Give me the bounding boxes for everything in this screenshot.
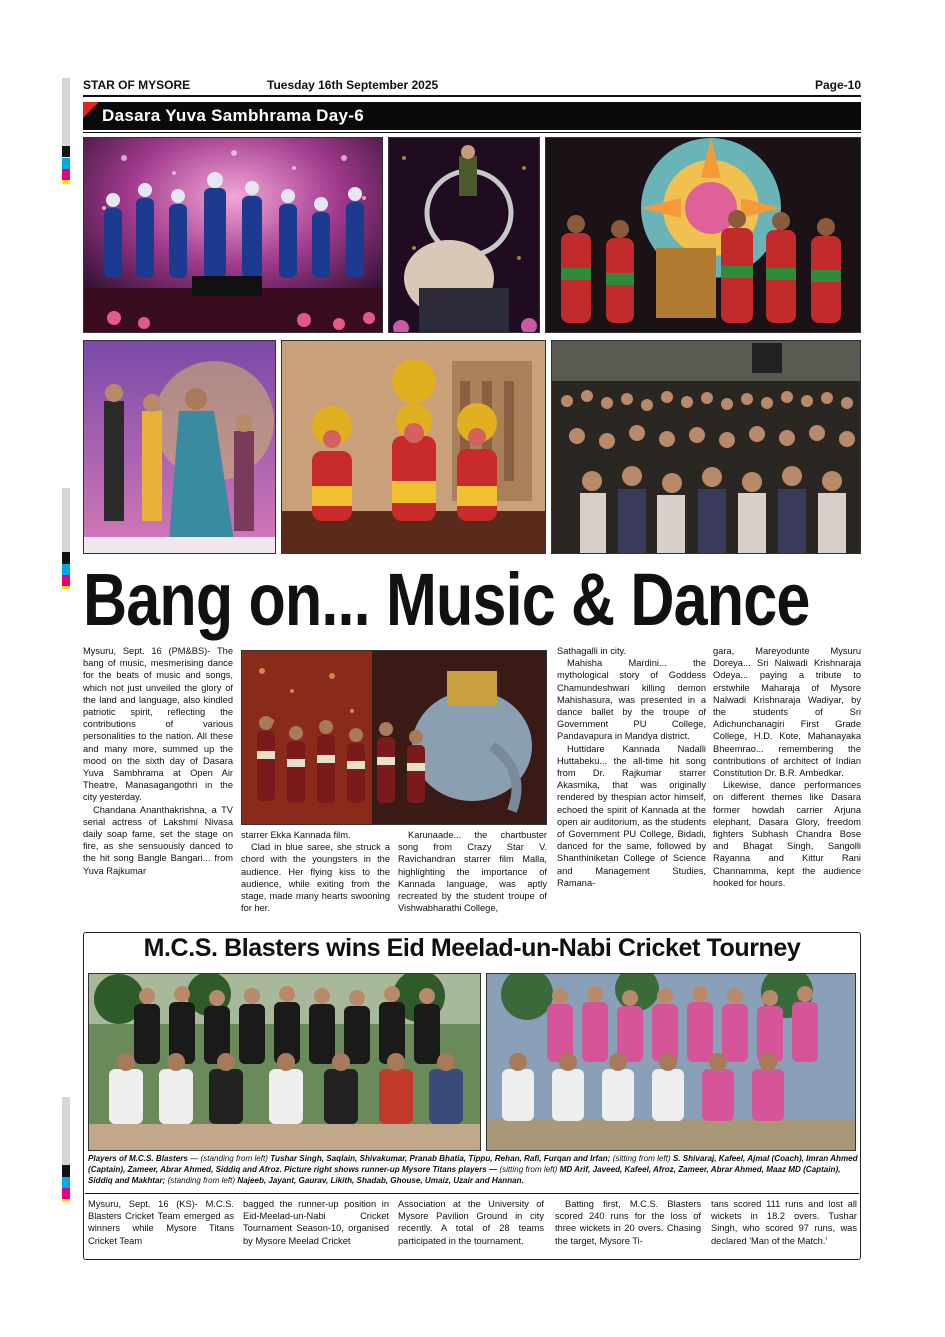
mysore-titans-team-photo <box>486 973 856 1151</box>
cricket-column-4 <box>555 1198 701 1247</box>
mcs-blasters-team-photo <box>88 973 481 1151</box>
caption-part: Players of M.C.S. Blasters <box>88 1154 188 1163</box>
page-number: Page-10 <box>814 78 861 92</box>
dancers-in-blue-photo <box>83 137 383 333</box>
article-paragraph: Sathagalli in city. <box>557 646 627 656</box>
actress-in-saree-photo <box>83 340 276 554</box>
cricket-photo-caption <box>88 1153 858 1186</box>
article-paragraph: Clad in blue saree, she struck a chord with the youngsters in the audience. Her flying kiss to the audience, while exiting from the stage, made many hearts swooning for her. <box>241 842 390 914</box>
caption-part: (sitting from left) <box>497 1165 560 1174</box>
cricket-headline: M.C.S. Blasters wins Eid Meelad-un-Nabi Cricket Tourney <box>143 934 801 962</box>
article-paragraph: Likewise, dance performances on different themes like Dasara former howdah carrier Arjuna elephant, Dasara Glory, freedom fighters Subhash Chandra Bose and Bhagat Singh, Sangolli Rayanna and Kittur Rani Channamma, kept the audience hooked for hours. <box>713 780 861 888</box>
caption-part: Najeeb, Jayant, Gaurav, Likith, Shadab, Ghouse, Umaiz, Uzair and Hannan. <box>237 1176 524 1185</box>
article-paragraph: Mahisha Mardini... the mythological story of Goddess Chamundeshwari killing demon Mahishasura, was presented in a dance ballet by the troupe of Government PU College, Pandavapura in Mandya district. <box>557 658 706 742</box>
article-paragraph: Mysuru, Sept. 16 (KS)- M.C.S. Blasters Cricket Team emerged as winners while Mysore Titans Cricket Team <box>88 1199 234 1246</box>
caption-part: (sitting from left) <box>610 1154 673 1163</box>
section-title: Dasara Yuva Sambhrama Day-6 <box>102 106 364 125</box>
cricket-column-2 <box>243 1198 389 1247</box>
article-paragraph: Mysuru, Sept. 16 (PM&BS)- The bang of music, mesmerising dance for the beats of music and songs, which not just unveiled the glory of the land and language, also kindled patriotic spirit, reflecting the contributions of various personalities to the nation. All these and many more, summed up the mood on the sixth day of Dasara Yuva Sambhrama at Open Air Theatre, Manasagangothri in the city yesterday. <box>83 646 233 803</box>
masthead-rule <box>83 95 861 97</box>
crowd-audience-photo <box>551 340 861 554</box>
cricket-column-1 <box>88 1198 234 1247</box>
article-paragraph: Association at the University of Mysore Pavilion Ground in city recently. A total of 28 teams participated in the tournament. <box>398 1199 544 1246</box>
article-paragraph: starrer Ekka Kannada film. <box>241 830 351 840</box>
aerial-hoop-act-photo <box>388 137 540 333</box>
main-headline: Bang on... Music & Dance <box>83 558 810 641</box>
article-column-3 <box>398 829 547 914</box>
group-dance-with-elephant-backdrop-photo <box>241 650 547 825</box>
article-column-2 <box>241 829 390 914</box>
caption-part: S. Shivaraj, Kafeel, Ajmal (Coach), Imran Ahmed (Captain), Zameer, Abrar Ahmed, Siddiq and Afroz. Picture right shows runner-up Mysore Titans players — <box>88 1154 858 1174</box>
article-paragraph: tans scored 111 runs and lost all wickets in 18.2 overs. Tushar Singh, who scored 97 runs, was declared 'Man of the Match.' <box>711 1199 857 1246</box>
article-paragraph: gara, Mareyodunte Mysuru Doreya... Sri Nalwadi Krishnaraja Odeya... paying a tribute to erstwhile Maharaja of Mysore Nalwadi Krishnaraja Wadiyar, by the students of Sri Adichunchanagiri First Grade College, H.D. Kote, Mahanayaka Bheemrao... remembering the contributions of architect of Indian Constitution Dr. B.R. Ambedkar. <box>713 646 861 779</box>
article-paragraph: Karunaade... the chartbuster song from Crazy Star V. Ravichandran starrer film Malla, highlighting the importance of Kannada language, was aptly recreated by the student troupe of Vishwabharathi College, <box>398 830 547 914</box>
article-column-5 <box>713 645 861 889</box>
article-paragraph: Batting first, M.C.S. Blasters scored 240 runs for the loss of three wickets in 20 overs. Chasing the target, Mysore Ti- <box>555 1199 701 1246</box>
yakshagana-dancers-photo <box>281 340 546 554</box>
caption-part: — (standing from left) <box>187 1154 271 1163</box>
article-column-4 <box>557 645 706 889</box>
caption-part: MD Arif, Javeed, Kafeel, Afroz, Zameer, Abrar Ahmed, Maaz MD (Captain), Siddiq and Makhtar; <box>88 1165 841 1185</box>
cricket-column-3 <box>398 1198 544 1247</box>
red-flag-icon <box>83 102 99 118</box>
newspaper-name: STAR OF MYSORE <box>83 78 191 92</box>
issue-date: Tuesday 16th September 2025 <box>267 78 439 92</box>
caption-part: (standing from left) <box>165 1176 238 1185</box>
cricket-column-5 <box>711 1198 857 1247</box>
masthead <box>83 78 861 94</box>
section-bar <box>83 102 861 130</box>
article-paragraph: Huttidare Kannada Nadalli Huttabeku... the all-time hit song from Dr. Rajkumar starrer Akasmika, that was originally rendered by thespian actor himself, echoed the spirit of Kannada at the open air auditorium, as the students of Government PU College, Bidadi, danced for the same, followed by Shanthiniketan College of Science and Management Studies, Ramana- <box>557 743 706 888</box>
article-paragraph: Chandana Ananthakrishna, a TV serial actress of Lakshmi Nivasa daily soap fame, set the stage on fire, as she sensuously danced to the hit song Bangle Bangari... from Yuva Rajkumar <box>83 804 233 876</box>
article-column-1 <box>83 645 233 877</box>
caption-rule <box>85 1193 859 1194</box>
section-rule <box>83 132 861 133</box>
folk-dancers-photo <box>545 137 861 333</box>
caption-part: Tushar Singh, Saqlain, Shivakumar, Pranab Bhatia, Tippu, Rehan, Rafi, Furqan and Irfan; <box>270 1154 611 1163</box>
article-paragraph: bagged the runner-up position in Eid-Meelad-un-Nabi Cricket Tournament Season-10, organised by Mysore Meelad Cricket <box>243 1199 389 1246</box>
